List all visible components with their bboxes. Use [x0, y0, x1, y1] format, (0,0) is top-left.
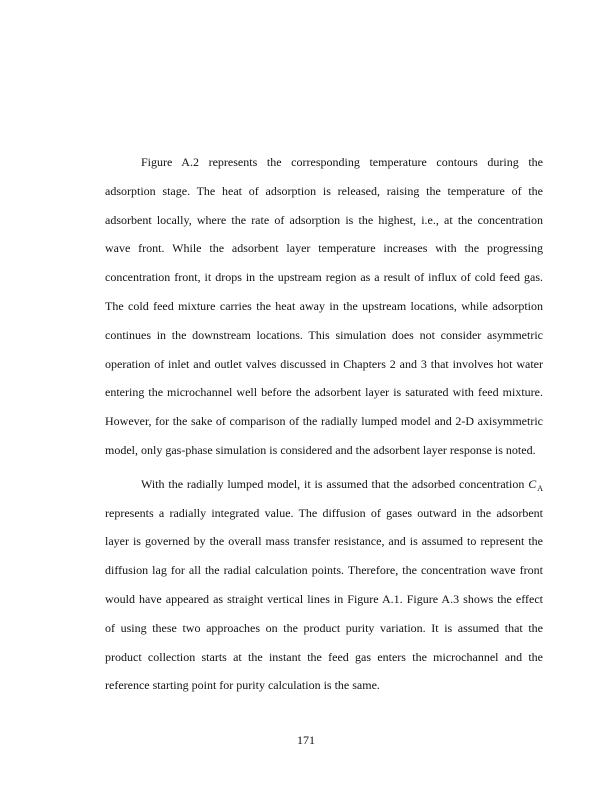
paragraph-temperature-contours — [105, 148, 543, 465]
text-line: reference starting point for purity calculation is the same. — [105, 678, 380, 693]
text-line: diffusion lag for all the radial calculation points. Therefore, the concentration wave front — [105, 563, 543, 578]
text-segment: With the radially lumped model, it is assumed that the adsorbed concentration — [141, 476, 529, 491]
text-line: entering the microchannel well before the adsorbent layer is saturated with feed mixture. — [105, 385, 543, 400]
concentration-symbol: C — [528, 476, 537, 491]
text-line: adsorption stage. The heat of adsorption is released, raising the temperature of the — [105, 183, 543, 198]
text-line: The cold feed mixture carries the heat away in the upstream locations, while adsorption — [105, 298, 543, 313]
text-line — [105, 470, 543, 499]
text-line: model, only gas-phase simulation is considered and the adsorbent layer response is noted. — [105, 442, 536, 457]
text-line: continues in the downstream locations. This simulation does not consider asymmetric — [105, 327, 543, 342]
text-line: Figure A.2 represents the corresponding temperature contours during the — [141, 155, 543, 169]
text-line: represents a radially integrated value. The diffusion of gases outward in the adsorbent — [105, 505, 543, 520]
page-body — [105, 148, 543, 700]
paragraph-radially-lumped-model — [105, 470, 543, 700]
text-line: adsorbent locally, where the rate of adsorption is the highest, i.e., at the concentration — [105, 212, 543, 227]
text-line: product collection starts at the instant the feed gas enters the microchannel and the — [105, 649, 543, 664]
text-line: would have appeared as straight vertical lines in Figure A.1. Figure A.3 shows the effect — [105, 591, 543, 606]
text-line: layer is governed by the overall mass transfer resistance, and is assumed to represent the — [105, 534, 543, 549]
concentration-subscript: A — [537, 484, 543, 494]
text-line: However, for the sake of comparison of the radially lumped model and 2-D axisymmetric — [105, 414, 543, 429]
text-line: wave front. While the adsorbent layer temperature increases with the progressing — [105, 241, 543, 256]
text-line: concentration front, it drops in the upstream region as a result of influx of cold feed gas. — [105, 270, 543, 285]
page-number: 171 — [297, 733, 315, 747]
text-line: operation of inlet and outlet valves discussed in Chapters 2 and 3 that involves hot water — [105, 356, 543, 371]
text-line: of using these two approaches on the product purity variation. It is assumed that the — [105, 620, 543, 635]
